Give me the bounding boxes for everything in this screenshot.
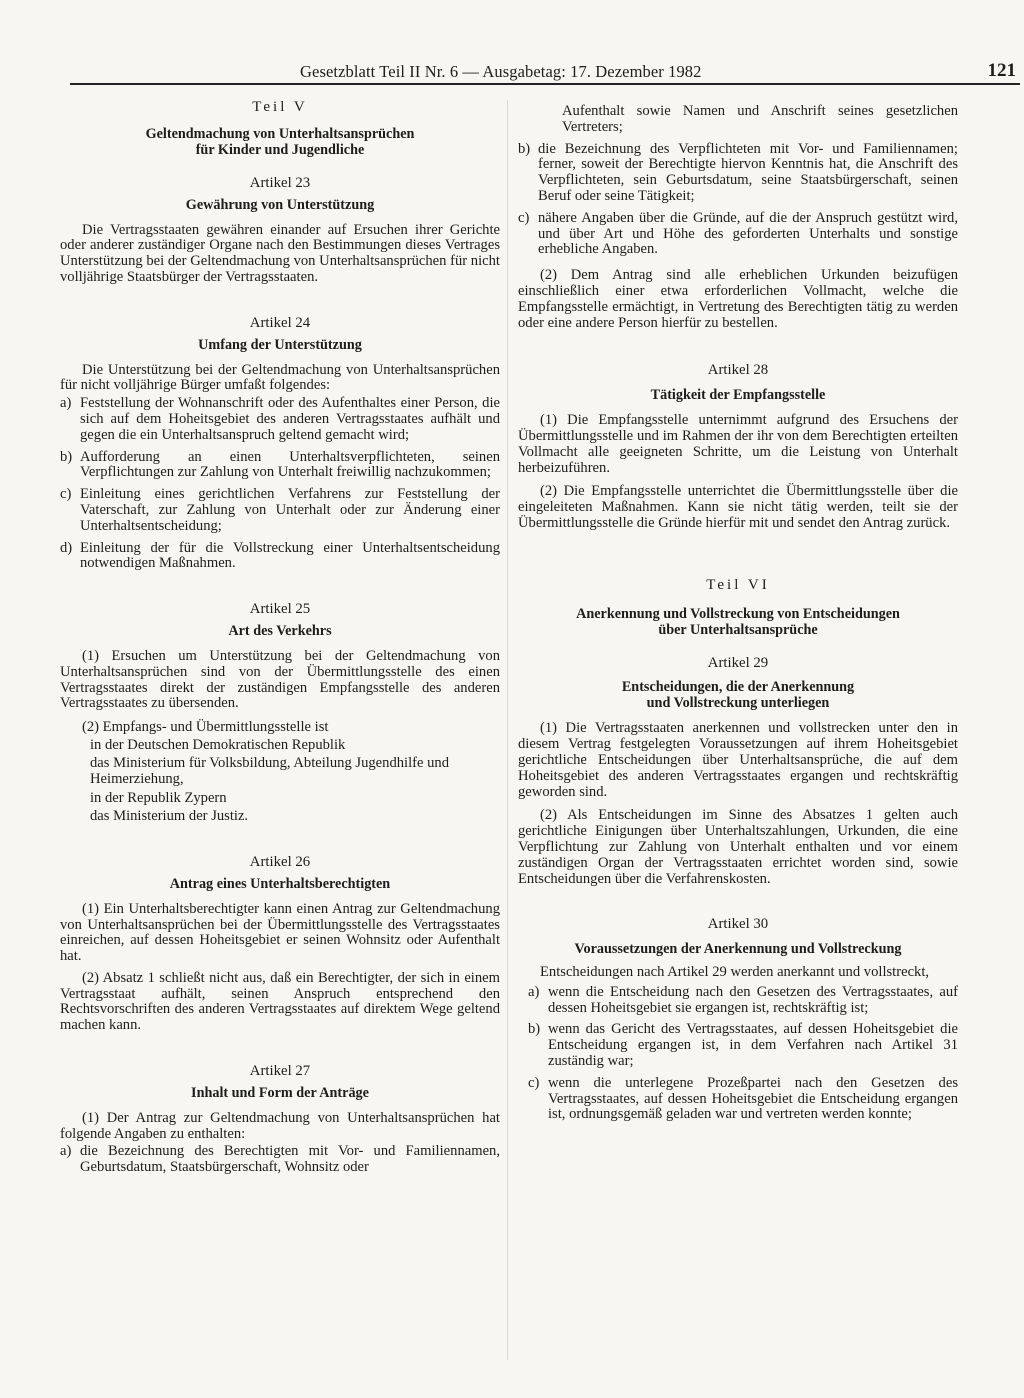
list-item-text: Feststellung der Wohnanschrift oder des Aufenthaltes einer Person, die sich auf dem Hoheitsgebiet des anderen Vertragsstaates aufhält und gegen die ein Unterhaltsanspruch geltend gemacht wird; [80, 395, 500, 443]
article-paragraph: Entscheidungen nach Artikel 29 werden anerkannt und vollstreckt, [540, 964, 930, 981]
list-item [518, 985, 958, 1017]
part-title-line: Anerkennung und Vollstreckung von Entscheidungen [576, 605, 900, 622]
article-paragraph: Die Unterstützung bei der Geltendmachung von Unterhaltsansprüchen für nicht volljährige Bürger umfaßt folgendes: [60, 361, 500, 394]
list-item-label: b) [60, 448, 73, 465]
left-column [60, 94, 500, 1176]
list-item-label: b) [528, 1021, 541, 1038]
article-label: Artikel 25 [249, 601, 311, 618]
list-item [518, 1076, 958, 1123]
list-item-label: c) [528, 1074, 540, 1091]
article-label: Artikel 24 [249, 314, 311, 331]
article-paragraph: (2) Als Entscheidungen im Sinne des Absatzes 1 gelten auch gerichtliche Einigungen über Unterhaltszahlungen, Urkunden, die eine Verpflichtung zur Zahlung von Unterhalt enthalten und vor einem zuständigen Organ der Vertragsstaaten errichtet worden sind, sowie Entscheidungen über die Verfahrenskosten. [518, 807, 958, 887]
list-item-text: wenn das Gericht des Vertragsstaates, auf dessen Hoheitsgebiet die Entscheidung ergangen ist, in dem Verfahren nach Artikel 31 zuständig war; [548, 1021, 958, 1070]
article-paragraph: (1) Der Antrag zur Geltendmachung von Unterhaltsansprüchen hat folgende Angaben zu enthalten: [60, 1109, 500, 1142]
article-title-line: Entscheidungen, die der Anerkennung [621, 679, 855, 696]
article-title: Gewährung von Unterstützung [185, 196, 375, 213]
address-line: in der Republik Zypern [90, 790, 227, 807]
list-item-label: a) [60, 395, 72, 412]
list-item [60, 396, 500, 443]
list-item-continuation: Aufenthalt sowie Namen und Anschrift seines gesetzlichen Vertreters; [562, 103, 958, 135]
list-item-text: Aufforderung an einen Unterhaltsverpflichteten, seinen Verpflichtungen zur Zahlung von Unterhalt freiwillig nachzukommen; [80, 448, 500, 481]
part-heading: Teil VI [706, 576, 770, 593]
list-item [60, 450, 500, 482]
article-label: Artikel 28 [707, 362, 769, 379]
list-item-text: die Bezeichnung des Verpflichteten mit Vor- und Familiennamen; ferner, soweit der Berechtigte hiervon Kenntnis hat, die Anschrift des Verpflichteten, sein Geburtsdatum, seine Staatsbürgerschaft, seinen Beruf oder seine Tätigkeit; [538, 140, 958, 204]
article-title: Antrag eines Unterhaltsberechtigten [169, 875, 391, 892]
article-title [518, 679, 958, 711]
list-item-text: nähere Angaben über die Gründe, auf die der Anspruch gestützt wird, und über Art und Höhe des geforderten Unterhalts und sonstige erhebliche Angaben. [538, 209, 958, 258]
article-paragraph: (1) Ein Unterhaltsberechtigter kann einen Antrag zur Geltendmachung von Unterhaltsansprüchen bei der Übermittlungsstelle des Vertragsstaates einreichen, auf dessen Hoheitsgebiet er seinen Wohnsitz oder Aufenthalt hat. [60, 900, 500, 965]
article-paragraph: Die Vertragsstaaten gewähren einander auf Ersuchen ihrer Gerichte oder anderer zuständiger Organe nach den Bestimmungen dieses Vertrages Unterstützung bei der Geltendmachung von Unterhaltsansprüchen für nicht volljährige Staatsbürger der Vertragsstaaten. [60, 221, 500, 285]
list-item-text: Einleitung der für die Vollstreckung einer Unterhaltsentscheidung notwendigen Maßnahmen. [80, 539, 500, 572]
article-title: Inhalt und Form der Anträge [191, 1084, 369, 1101]
article-title: Umfang der Unterstützung [198, 336, 362, 353]
part-heading: Teil V [252, 99, 308, 115]
page-number: 121 [987, 60, 1016, 81]
list-item-text: die Bezeichnung des Berechtigten mit Vor- und Familiennamen, Geburtsdatum, Staatsbürgerschaft, Wohnsitz oder [80, 1143, 500, 1176]
article-label: Artikel 23 [249, 174, 311, 191]
list-item-label: c) [60, 486, 72, 503]
right-column [518, 94, 958, 1123]
address-line: das Ministerium für Volksbildung, Abteilung Jugendhilfe und Heimerziehung, [90, 754, 450, 787]
list-item [518, 211, 958, 258]
list-item [518, 1022, 958, 1069]
list-item [60, 487, 500, 534]
article-paragraph: (1) Die Empfangsstelle unternimmt aufgrund des Ersuchens der Übermittlungsstelle und im Rahmen der ihr von dem Berechtigten erteilten Vollmacht alle geeigneten Schritte, um die Leistung von Unterhalt herbeizuführen. [518, 412, 958, 476]
part-title-line: für Kinder und Jugendliche [195, 141, 365, 158]
page-header [70, 58, 1020, 86]
list-item-label: b) [518, 140, 531, 157]
header-rule [70, 83, 1020, 85]
list-item-label: d) [60, 539, 73, 556]
part-title-line: über Unterhaltsansprüche [658, 621, 818, 638]
list-item [60, 1144, 500, 1176]
article-label: Artikel 30 [707, 916, 769, 933]
list-item-text: wenn die Entscheidung nach den Gesetzen des Vertragsstaates, auf dessen Hoheitsgebiet sie ergangen ist, rechtskräftig ist; [548, 983, 958, 1016]
part-title-line: Geltendmachung von Unterhaltsansprüchen [145, 125, 415, 142]
address-line: in der Deutschen Demokratischen Republik [90, 736, 346, 753]
list-item [60, 541, 500, 573]
part-title [60, 126, 500, 158]
article-paragraph: (1) Ersuchen um Unterstützung bei der Geltendmachung von Unterhaltsansprüchen sind von der Übermittlungsstelle des einen Vertragsstaates direkt der zuständigen Empfangsstelle des anderen Vertragsstaates zu übersenden. [60, 647, 500, 712]
list-item-text: Einleitung eines gerichtlichen Verfahrens zur Feststellung der Vaterschaft, zur Zahlung von Unterhalt oder zur Änderung einer Unterhaltsentscheidung; [80, 486, 500, 534]
list-item-label: a) [528, 983, 540, 1000]
list-item-text: wenn die unterlegene Prozeßpartei nach den Gesetzen des Vertragsstaates, auf dessen Hoheitsgebiet die Entscheidung ergangen ist, ordnungsgemäß geladen war und vertreten werden konnte; [548, 1074, 958, 1123]
article-paragraph: (2) Die Empfangsstelle unterrichtet die Übermittlungsstelle über die eingeleiteten Maßnahmen. Kann sie nicht tätig werden, teilt sie der Übermittlungsstelle die Gründe hierfür mit und sendet den Antrag zurück. [518, 483, 958, 531]
article-paragraph: (1) Die Vertragsstaaten anerkennen und vollstrecken unter den in diesem Vertrag festgelegten Voraussetzungen auf ihrem Hoheitsgebiet gerichtliche Entscheidungen über Unterhaltsansprüche, die auf dem Hoheitsgebiet des anderen Vertragsstaates ergangen und rechtskräftig geworden sind. [518, 720, 958, 800]
article-title-line: und Vollstreckung unterliegen [646, 695, 830, 712]
article-paragraph: (2) Dem Antrag sind alle erheblichen Urkunden beizufügen einschließlich einer etwa erforderlichen Vollmacht, welche die Empfangsstelle ermächtigt, in Vertretung des Berechtigten tätig zu werden oder eine andere Person hierfür zu bestellen. [518, 267, 958, 331]
part-title [518, 606, 958, 638]
article-title: Tätigkeit der Empfangsstelle [650, 387, 826, 404]
article-label: Artikel 26 [249, 853, 311, 870]
article-label: Artikel 29 [707, 654, 769, 671]
list-item-label: a) [60, 1143, 72, 1160]
address-line: das Ministerium der Justiz. [90, 808, 249, 825]
article-paragraph: (2) Absatz 1 schließt nicht aus, daß ein Berechtigter, der sich in einem Vertragsstaat aufhält, seinen Anspruch entsprechend den Rechtsvorschriften des anderen Vertragsstaates auf direktem Wege geltend machen kann. [60, 969, 500, 1034]
list-item-label: c) [518, 209, 530, 226]
header-title: Gesetzblatt Teil II Nr. 6 — Ausgabetag: 17. Dezember 1982 [300, 62, 702, 81]
article-paragraph: (2) Empfangs- und Übermittlungsstelle ist [82, 719, 329, 736]
article-title: Art des Verkehrs [228, 622, 332, 639]
article-title: Voraussetzungen der Anerkennung und Vollstreckung [574, 941, 902, 958]
list-item [518, 142, 958, 205]
column-separator [507, 100, 508, 1360]
article-label: Artikel 27 [249, 1063, 311, 1080]
